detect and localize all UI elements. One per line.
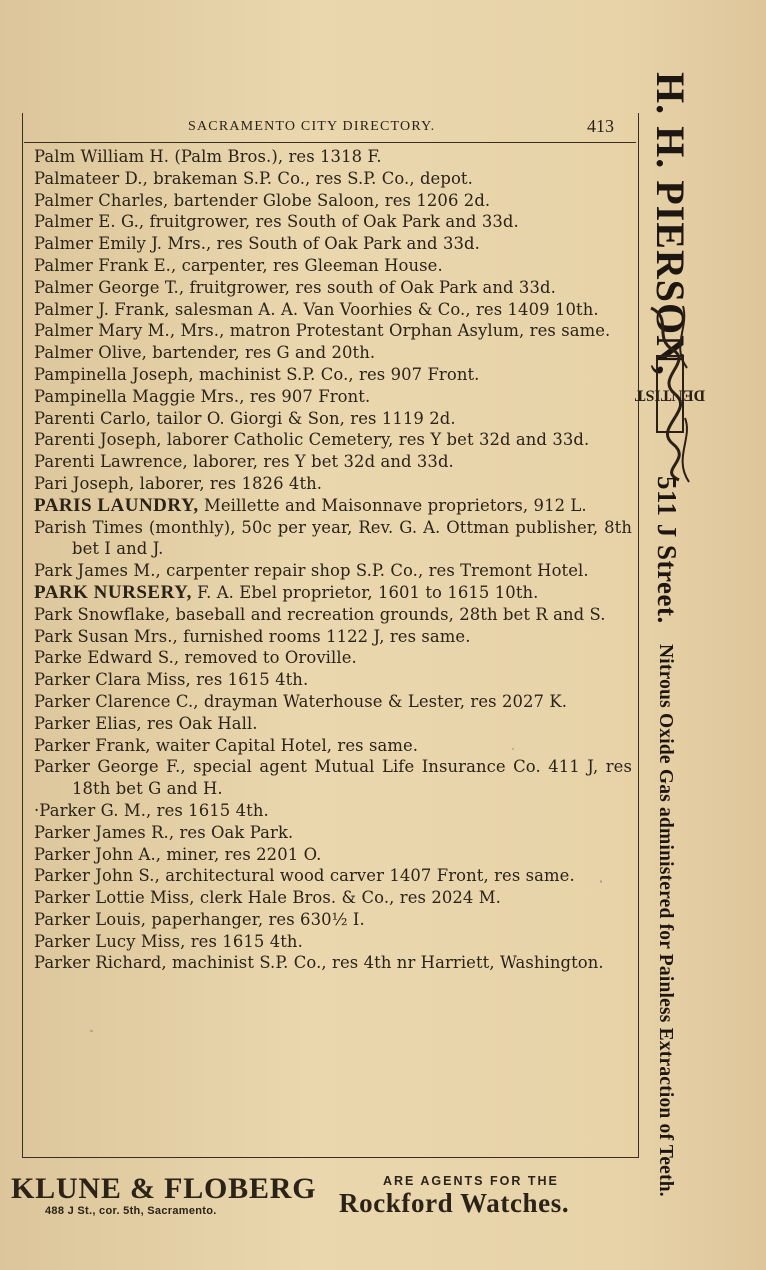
- dentist-ad-text: Nitrous Oxide Gas administered for Painless Extraction of Teeth.: [655, 644, 676, 1197]
- dentist-name: H. H. PIERSON,: [648, 72, 693, 377]
- list-item: Parenti Joseph, laborer Catholic Cemetery, res Y bet 32d and 33d.: [34, 430, 590, 450]
- agents-line: ARE AGENTS FOR THE: [383, 1174, 559, 1188]
- watch-brand: Rockford Watches.: [339, 1188, 570, 1218]
- list-item: Park James M., carpenter repair shop S.P. Co., res Tremont Hotel.: [34, 561, 589, 581]
- list-item: Parker Clarence C., drayman Waterhouse & Lester, res 2027 K.: [34, 691, 568, 711]
- list-item-bold: [34, 582, 632, 604]
- paper-speck: [512, 748, 514, 750]
- business-details: F. A. Ebel proprietor, 1601 to 1615 10th.: [191, 582, 539, 602]
- directory-title: SACRAMENTO CITY DIRECTORY.: [188, 119, 436, 134]
- list-item: Palmateer D., brakeman S.P. Co., res S.P. Co., depot.: [34, 168, 473, 188]
- footer-advertisement: [0, 1160, 766, 1270]
- dentist-emblem-icon: [634, 298, 706, 488]
- list-item: Pampinella Joseph, machinist S.P. Co., res 907 Front.: [34, 364, 480, 384]
- running-header: [24, 114, 636, 143]
- paper-speck: [600, 880, 602, 883]
- list-item: Parker Frank, waiter Capital Hotel, res same.: [34, 735, 419, 755]
- list-item: Palmer Mary M., Mrs., matron Protestant Orphan Asylum, res same.: [34, 321, 611, 341]
- list-item-bold: [34, 495, 632, 517]
- business-name: PARK NURSERY,: [34, 581, 192, 603]
- list-item: Parker John S., architectural wood carver 1407 Front, res same.: [34, 866, 575, 886]
- list-item: Parker Louis, paperhanger, res 630½ I.: [34, 909, 365, 929]
- list-item: Parker Clara Miss, res 1615 4th.: [34, 670, 309, 690]
- list-item: Palm William H. (Palm Bros.), res 1318 F.: [34, 147, 382, 166]
- list-item: Park Snowflake, baseball and recreation grounds, 28th bet R and S.: [34, 604, 606, 624]
- jeweler-address: 488 J St., cor. 5th, Sacramento.: [45, 1205, 217, 1217]
- list-item: Parenti Lawrence, laborer, res Y bet 32d and 33d.: [34, 452, 454, 472]
- list-item: Palmer E. G., fruitgrower, res South of Oak Park and 33d.: [34, 212, 519, 232]
- dentist-label: DENTIST: [634, 386, 706, 404]
- list-item: Parker James R., res Oak Park.: [34, 822, 294, 842]
- list-item: Pari Joseph, laborer, res 1826 4th.: [34, 473, 323, 493]
- business-name: PARIS LAUNDRY,: [34, 494, 199, 516]
- jeweler-name: KLUNE & FLOBERG: [11, 1172, 317, 1205]
- list-item: Parke Edward S., removed to Oroville.: [34, 648, 357, 668]
- list-item: ·Parker G. M., res 1615 4th.: [34, 800, 269, 820]
- list-item: Pampinella Maggie Mrs., res 907 Front.: [34, 386, 371, 406]
- list-item: Parker Lucy Miss, res 1615 4th.: [34, 931, 303, 951]
- list-item: Parish Times (monthly), 50c per year, Rev. G. A. Ottman publisher, 8th bet I and J.: [34, 517, 632, 559]
- side-advertisement: [634, 66, 706, 1197]
- directory-entries: [34, 146, 632, 974]
- list-item: Parker John A., miner, res 2201 O.: [34, 844, 322, 864]
- page-number: 413: [587, 116, 614, 136]
- list-item: Park Susan Mrs., furnished rooms 1122 J, res same.: [34, 626, 471, 646]
- list-item: Parker Elias, res Oak Hall.: [34, 713, 258, 733]
- list-item: Parker George F., special agent Mutual Life Insurance Co. 411 J, res 18th bet G and H.: [34, 757, 632, 799]
- paper-speck: [90, 1030, 93, 1032]
- list-item: Palmer Frank E., carpenter, res Gleeman House.: [34, 255, 443, 275]
- list-item: Parenti Carlo, tailor O. Giorgi & Son, res 1119 2d.: [34, 408, 456, 428]
- dentist-address: 511 J Street.: [652, 476, 682, 624]
- business-details: Meillette and Maisonnave proprietors, 912 L.: [198, 495, 587, 515]
- list-item: Palmer Emily J. Mrs., res South of Oak Park and 33d.: [34, 234, 480, 254]
- list-item: Parker Richard, machinist S.P. Co., res 4th nr Harriett, Washington.: [34, 953, 604, 973]
- list-item: Palmer George T., fruitgrower, res south of Oak Park and 33d.: [34, 277, 556, 297]
- list-item: Palmer Olive, bartender, res G and 20th.: [34, 343, 376, 363]
- list-item: Palmer Charles, bartender Globe Saloon, res 1206 2d.: [34, 190, 491, 210]
- list-item: Parker Lottie Miss, clerk Hale Bros. & Co., res 2024 M.: [34, 888, 501, 908]
- list-item: Palmer J. Frank, salesman A. A. Van Voorhies & Co., res 1409 10th.: [34, 299, 599, 319]
